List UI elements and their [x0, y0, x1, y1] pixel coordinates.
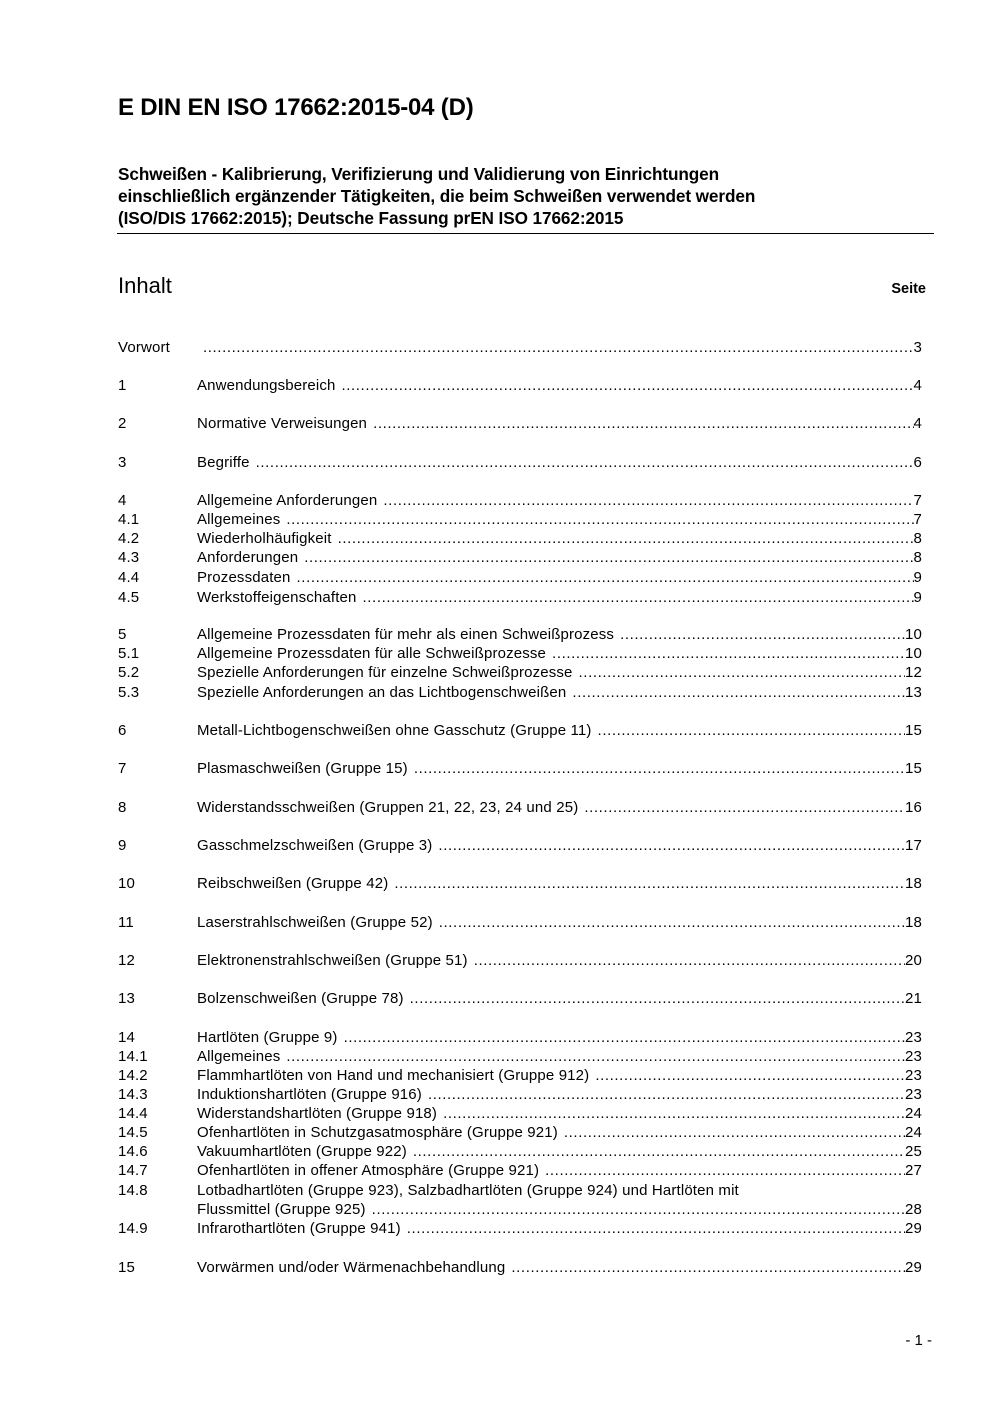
toc-entry-number: 14.6 [118, 1143, 148, 1160]
toc-entry-title: Werkstoffeigenschaften [197, 589, 357, 606]
toc-entry-number: 10 [118, 875, 135, 892]
toc-entry-number: 1 [118, 377, 127, 394]
dot-leader [203, 339, 914, 356]
dot-leader [394, 875, 905, 892]
toc-entry-title: Reibschweißen (Gruppe 42) [197, 875, 389, 892]
toc-entry-number: 5.1 [118, 645, 140, 662]
toc-entry-title: Ofenhartlöten in Schutzgasatmosphäre (Gruppe 921) [197, 1124, 558, 1141]
toc-entry[interactable] [118, 875, 922, 895]
toc-entry-title: Prozessdaten [197, 569, 291, 586]
toc-entry[interactable] [118, 722, 922, 742]
document-id: E DIN EN ISO 17662:2015-04 (D) [118, 94, 474, 121]
toc-entry-number: 5.2 [118, 664, 140, 681]
dot-leader [414, 760, 905, 777]
toc-entry-page: 23 [905, 1067, 922, 1084]
toc-entry-title: Allgemeines [197, 1048, 281, 1065]
subtitle-line: Schweißen - Kalibrierung, Verifizierung und Validierung von Einrichtungen [118, 164, 720, 184]
toc-entry-page: 29 [905, 1220, 922, 1237]
toc-entry-title: Metall-Lichtbogenschweißen ohne Gasschutz (Gruppe 11) [197, 722, 592, 739]
document-subtitle [118, 163, 934, 229]
toc-entry-title-continued: Flussmittel (Gruppe 925) [197, 1201, 366, 1218]
toc-entry-number: 5 [118, 626, 127, 643]
toc-entry-number: 4 [118, 492, 127, 509]
toc-entry-number: 7 [118, 760, 127, 777]
dot-leader [598, 722, 905, 739]
toc-entry-number: 8 [118, 799, 127, 816]
toc-entry[interactable] [118, 837, 922, 857]
toc-entry[interactable] [118, 1143, 922, 1163]
toc-entry-page: 23 [905, 1086, 922, 1103]
toc-entry[interactable] [118, 1105, 922, 1125]
toc-entry-page: 12 [905, 664, 922, 681]
toc-entry-number: 3 [118, 454, 127, 471]
dot-leader [428, 1086, 905, 1103]
toc-entry-title: Spezielle Anforderungen an das Lichtbogenschweißen [197, 684, 567, 701]
dot-leader [286, 1048, 905, 1065]
dot-leader [413, 1143, 905, 1160]
dot-leader [363, 589, 914, 606]
toc-entry-number: 4.5 [118, 589, 140, 606]
page-column-label: Seite [891, 281, 926, 297]
toc-entry[interactable] [118, 1220, 922, 1240]
dot-leader [373, 415, 913, 432]
toc-entry-page: 6 [913, 454, 922, 471]
toc-entry-number: 14.5 [118, 1124, 148, 1141]
toc-entry-title: Laserstrahlschweißen (Gruppe 52) [197, 914, 433, 931]
toc-entry-page: 24 [905, 1124, 922, 1141]
dot-leader [552, 645, 905, 662]
dot-leader [438, 837, 905, 854]
toc-entry-number: 9 [118, 837, 127, 854]
toc-entry-number: 6 [118, 722, 127, 739]
toc-entry[interactable] [118, 1048, 922, 1068]
dot-leader [304, 549, 913, 566]
toc-entry-title: Induktionshartlöten (Gruppe 916) [197, 1086, 422, 1103]
toc-entry[interactable] [118, 914, 922, 934]
toc-entry[interactable] [118, 1182, 922, 1202]
toc-entry-page: 24 [905, 1105, 922, 1122]
toc-entry-title: Lotbadhartlöten (Gruppe 923), Salzbadhartlöten (Gruppe 924) und Hartlöten mit [197, 1182, 739, 1199]
toc-entry-title: Normative Verweisungen [197, 415, 368, 432]
toc-entry-page: 16 [905, 799, 922, 816]
toc-entry-page: 18 [905, 875, 922, 892]
toc-entry-title: Allgemeines [197, 511, 281, 528]
toc-entry[interactable] [118, 377, 922, 397]
toc-entry-title: Anforderungen [197, 549, 299, 566]
toc-entry-page: 8 [913, 549, 922, 566]
toc-entry-title: Allgemeine Prozessdaten für mehr als einen Schweißprozess [197, 626, 615, 643]
dot-leader [407, 1220, 905, 1237]
toc-entry-page: 4 [913, 415, 922, 432]
toc-entry[interactable] [118, 645, 922, 665]
dot-leader [443, 1105, 905, 1122]
dot-leader [256, 454, 914, 471]
dot-leader [511, 1259, 905, 1276]
toc-entry-page: 18 [905, 914, 922, 931]
dot-leader [579, 664, 905, 681]
toc-entry-title: Bolzenschweißen (Gruppe 78) [197, 990, 404, 1007]
toc-entry-page: 10 [905, 626, 922, 643]
toc-entry-page: 10 [905, 645, 922, 662]
dot-leader [338, 530, 914, 547]
dot-leader [564, 1124, 905, 1141]
dot-leader [572, 684, 905, 701]
toc-entry[interactable] [118, 760, 922, 780]
toc-entry[interactable] [118, 952, 922, 972]
toc-entry[interactable] [118, 339, 922, 359]
toc-entry[interactable] [118, 589, 922, 609]
toc-entry-page: 21 [905, 990, 922, 1007]
toc-entry[interactable] [118, 1086, 922, 1106]
toc-entry[interactable] [118, 454, 922, 474]
toc-entry-page: 7 [913, 511, 922, 528]
toc-entry-number: 12 [118, 952, 135, 969]
toc-entry-page: 8 [913, 530, 922, 547]
dot-leader [383, 492, 913, 509]
dot-leader [474, 952, 905, 969]
toc-entry-page: 9 [913, 589, 922, 606]
toc-entry-number: 4.4 [118, 569, 140, 586]
toc-heading: Inhalt [118, 273, 172, 298]
dot-leader [372, 1201, 905, 1218]
toc-entry-page: 17 [905, 837, 922, 854]
toc-entry[interactable] [118, 1029, 922, 1049]
toc-entry-page: 15 [905, 760, 922, 777]
toc-entry[interactable] [118, 664, 922, 684]
toc-entry-title: Vorwärmen und/oder Wärmenachbehandlung [197, 1259, 506, 1276]
toc-entry[interactable] [118, 626, 922, 646]
toc-entry-number: 14.1 [118, 1048, 148, 1065]
toc-entry[interactable] [118, 530, 922, 550]
toc-entry-title: Widerstandshartlöten (Gruppe 918) [197, 1105, 438, 1122]
toc-entry[interactable] [118, 1067, 922, 1087]
toc-entry[interactable] [118, 569, 922, 589]
toc-entry-title: Plasmaschweißen (Gruppe 15) [197, 760, 408, 777]
toc-entry-number: 14 [118, 1029, 135, 1046]
toc-entry-title: Wiederholhäufigkeit [197, 530, 332, 547]
toc-entry-number: 5.3 [118, 684, 140, 701]
dot-leader [410, 990, 905, 1007]
toc-entry-number: 14.8 [118, 1182, 148, 1199]
toc-entry-title: Begriffe [197, 454, 250, 471]
dot-leader [341, 377, 913, 394]
toc-entry-title: Allgemeine Anforderungen [197, 492, 378, 509]
toc-entry-page: 23 [905, 1048, 922, 1065]
toc-entry-number: 13 [118, 990, 135, 1007]
toc-entry-number: 4.1 [118, 511, 140, 528]
toc-entry-number: 14.4 [118, 1105, 148, 1122]
toc-entry-page: 27 [905, 1162, 922, 1179]
toc-entry-title: Widerstandsschweißen (Gruppen 21, 22, 23, 24 und 25) [197, 799, 579, 816]
toc-entry[interactable] [118, 990, 922, 1010]
toc-entry[interactable] [118, 511, 922, 531]
toc-entry-title: Elektronenstrahlschweißen (Gruppe 51) [197, 952, 468, 969]
page-number: - 1 - [905, 1332, 932, 1349]
toc-entry[interactable] [118, 415, 922, 435]
dot-leader [595, 1067, 905, 1084]
title-divider [117, 233, 934, 234]
toc-entry-page: 25 [905, 1143, 922, 1160]
dot-leader [344, 1029, 905, 1046]
toc-entry[interactable] [118, 799, 922, 819]
toc-entry-number: 14.7 [118, 1162, 148, 1179]
toc-entry-page: 28 [905, 1201, 922, 1218]
toc-entry-number: 15 [118, 1259, 135, 1276]
toc-entry-title: Flammhartlöten von Hand und mechanisiert (Gruppe 912) [197, 1067, 590, 1084]
dot-leader [439, 914, 905, 931]
toc-entry-number: 4.3 [118, 549, 140, 566]
toc-entry-number: 11 [118, 914, 134, 931]
toc-entry-number: 2 [118, 415, 127, 432]
dot-leader [584, 799, 905, 816]
toc-entry[interactable] [118, 1162, 922, 1182]
toc-entry-number: 14.2 [118, 1067, 148, 1084]
toc-entry-title: Ofenhartlöten in offener Atmosphäre (Gruppe 921) [197, 1162, 540, 1179]
subtitle-line: einschließlich ergänzender Tätigkeiten, die beim Schweißen verwendet werden [118, 186, 756, 206]
toc-entry-page: 7 [913, 492, 922, 509]
toc-entry[interactable] [118, 684, 922, 704]
toc-entry-page: 13 [905, 684, 922, 701]
toc-entry-continuation [118, 1201, 922, 1221]
dot-leader [297, 569, 914, 586]
toc-entry-title: Spezielle Anforderungen für einzelne Schweißprozesse [197, 664, 573, 681]
toc-entry-title: Gasschmelzschweißen (Gruppe 3) [197, 837, 433, 854]
toc-entry-title: Hartlöten (Gruppe 9) [197, 1029, 338, 1046]
toc-entry-page: 15 [905, 722, 922, 739]
dot-leader [620, 626, 905, 643]
toc-entry[interactable] [118, 1259, 922, 1279]
toc-entry-page: 3 [913, 339, 922, 356]
toc-entry[interactable] [118, 549, 922, 569]
toc-entry-page: 23 [905, 1029, 922, 1046]
toc-entry-page: 20 [905, 952, 922, 969]
toc-entry-number: 4.2 [118, 530, 140, 547]
toc-entry-number: 14.3 [118, 1086, 148, 1103]
toc-entry-page: 29 [905, 1259, 922, 1276]
toc-entry[interactable] [118, 1124, 922, 1144]
toc-entry-title: Anwendungsbereich [197, 377, 336, 394]
toc-entry-title: Vakuumhartlöten (Gruppe 922) [197, 1143, 407, 1160]
dot-leader [545, 1162, 905, 1179]
toc-entry[interactable] [118, 492, 922, 512]
dot-leader [286, 511, 913, 528]
toc-entry-title: Infrarothartlöten (Gruppe 941) [197, 1220, 401, 1237]
subtitle-line: (ISO/DIS 17662:2015); Deutsche Fassung prEN ISO 17662:2015 [118, 208, 624, 228]
toc-entry-number: 14.9 [118, 1220, 148, 1237]
toc-entry-number: Vorwort [118, 339, 170, 356]
toc-entry-title: Allgemeine Prozessdaten für alle Schweißprozesse [197, 645, 547, 662]
toc-entry-page: 9 [913, 569, 922, 586]
toc-entry-page: 4 [913, 377, 922, 394]
